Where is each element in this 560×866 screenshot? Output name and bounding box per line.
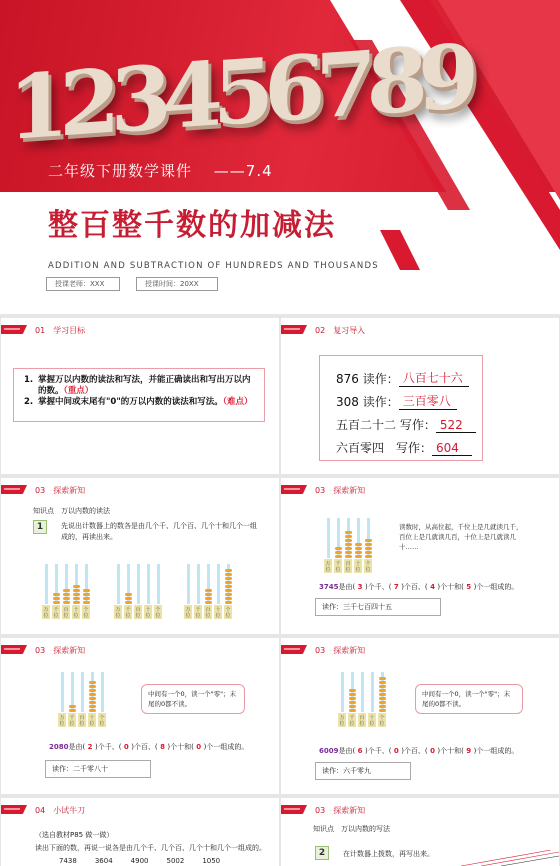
section-header: 03 探索新知 [35, 486, 86, 495]
slide-6009[interactable] [281, 638, 559, 794]
cover-slide[interactable] [0, 0, 560, 314]
place-value-label: 百位 [357, 712, 367, 728]
abacus-bead [89, 681, 96, 684]
practice-number: 3604 [94, 857, 113, 865]
section-header: 03 探索新知 [35, 646, 86, 655]
abacus-rod [341, 672, 344, 712]
place-value-label: 百位 [77, 712, 87, 728]
place-value-label: 百位 [61, 604, 71, 620]
abacus-bead [345, 551, 352, 554]
fill-answer: 5 [463, 583, 474, 591]
fill-answer: 8 [157, 743, 168, 751]
practice-numbers [59, 857, 220, 865]
abacus-bead [63, 597, 70, 600]
abacus-bead [379, 689, 386, 692]
place-value-label: 千位 [193, 604, 203, 620]
fill-answer: 2 [85, 743, 95, 751]
abacus-bead [345, 547, 352, 550]
abacus-bead [225, 597, 232, 600]
review-box [319, 355, 483, 461]
slide-writing-method[interactable] [281, 798, 559, 866]
place-value-label: 十位 [353, 558, 363, 574]
abacus-bead [349, 701, 356, 704]
fill-text: )个百、( [401, 747, 428, 755]
abacus-bead [365, 543, 372, 546]
slide-practice[interactable] [1, 798, 279, 866]
place-value-label: 千位 [347, 712, 357, 728]
slide-review[interactable] [281, 318, 559, 474]
abacus [337, 672, 387, 728]
place-value-label: 个位 [97, 712, 107, 728]
place-value-label: 百位 [133, 604, 143, 620]
place-value-label: 百位 [203, 604, 213, 620]
abacus-bead [63, 593, 70, 596]
place-value-label: 万位 [113, 604, 123, 620]
abacus [323, 518, 373, 574]
abacus-bead [379, 693, 386, 696]
abacus-bead [73, 589, 80, 592]
knowledge-point: 知识点 万以内数的写法 [313, 825, 390, 833]
abacus-rod [187, 564, 190, 604]
section-header: 03 探索新知 [315, 486, 366, 495]
goal-item: 2. 掌握中间或末尾有"0"的万以内数的读法和写法。（难点） [24, 397, 253, 407]
abacus-bead [365, 555, 372, 558]
exercise-badge: 1 [33, 520, 47, 534]
abacus-bead [225, 601, 232, 604]
section-tag [281, 325, 307, 334]
place-value-label: 个位 [363, 558, 373, 574]
reading-box: 读作：三千七百四十五 [315, 598, 441, 616]
place-value-label: 万位 [41, 604, 51, 620]
fill-text: )个百、( [401, 583, 428, 591]
abacus-bead [345, 531, 352, 534]
hint-bubble: 中间有一个0，读一个"零"；末尾的0都不读。 [415, 684, 523, 714]
place-value-label: 千位 [67, 712, 77, 728]
abacus-bead [53, 597, 60, 600]
abacus-bead [69, 709, 76, 712]
section-tag [1, 485, 27, 494]
place-value-label: 十位 [71, 604, 81, 620]
fill-text: 是由( [338, 583, 356, 591]
slide-3745[interactable] [281, 478, 559, 634]
abacus-bead [349, 709, 356, 712]
abacus-bead [365, 547, 372, 550]
practice-number: 5002 [166, 857, 185, 865]
place-value-label: 千位 [333, 558, 343, 574]
fill-answer: 0 [121, 743, 132, 751]
abacus-rod [137, 564, 140, 604]
composition-fill [319, 582, 518, 592]
abacus-bead [355, 547, 362, 550]
abacus-bead [345, 535, 352, 538]
place-value-label: 万位 [57, 712, 67, 728]
abacus-rod [45, 564, 48, 604]
fill-answer: 0 [193, 743, 204, 751]
abacus-rod [61, 672, 64, 712]
fill-answer: 0 [391, 747, 402, 755]
place-value-label: 十位 [143, 604, 153, 620]
composition-number: 2080 [49, 743, 69, 751]
abacus [183, 564, 233, 620]
section-tag [281, 805, 307, 814]
abacus-bead [365, 539, 372, 542]
place-value-label: 万位 [183, 604, 193, 620]
abacus-bead [63, 601, 70, 604]
tip-text: 读数时，从高位起，千位上是几就读几千，百位上是几就读几百，十位上是几就读几十…… [399, 522, 525, 552]
abacus-bead [53, 601, 60, 604]
abacus-bead [53, 593, 60, 596]
abacus-bead [225, 589, 232, 592]
abacus-bead [89, 705, 96, 708]
abacus-rod [81, 672, 84, 712]
fill-text: )个一组成的。 [473, 747, 519, 755]
abacus [41, 564, 91, 620]
abacus-bead [89, 697, 96, 700]
practice-prompt: 读出下面的数，再说一说各是由几个千、几个百、几个十和几个一组成的。 [35, 844, 266, 852]
composition-fill [319, 746, 518, 756]
fill-answer: 9 [463, 747, 474, 755]
abacus-bead [225, 593, 232, 596]
fill-text: )个一组成的。 [473, 583, 519, 591]
fill-text: 是由( [338, 747, 356, 755]
section-header: 02 复习导入 [315, 326, 366, 335]
abacus-bead [349, 705, 356, 708]
fill-text: )个十和( [167, 743, 194, 751]
abacus-bead [205, 601, 212, 604]
reading-box: 读作：二千零八十 [45, 760, 151, 778]
abacus-bead [73, 597, 80, 600]
abacus-bead [89, 709, 96, 712]
abacus-bead [205, 597, 212, 600]
reading-box: 读作：六千零九 [315, 762, 411, 780]
review-line: 五百二十二 写作： 522 [336, 410, 482, 433]
abacus-bead [89, 693, 96, 696]
abacus [57, 672, 107, 728]
teacher-box: 授课老师：XXX [46, 277, 120, 291]
place-value-label: 个位 [377, 712, 387, 728]
abacus-bead [379, 685, 386, 688]
composition-number: 3745 [319, 583, 339, 591]
practice-number: 4900 [130, 857, 149, 865]
place-value-labels [323, 558, 373, 574]
abacus-bead [335, 551, 342, 554]
abacus-rod [117, 564, 120, 604]
abacus-bead [73, 593, 80, 596]
abacus-rod [101, 672, 104, 712]
exercise-badge: 2 [315, 846, 329, 860]
abacus-bead [225, 569, 232, 572]
place-value-label: 万位 [337, 712, 347, 728]
abacus-bead [345, 539, 352, 542]
fill-text: 是由( [68, 743, 86, 751]
abacus-bead [355, 551, 362, 554]
fill-text: )个十和( [437, 583, 464, 591]
abacus-bead [379, 697, 386, 700]
section-tag [1, 325, 27, 334]
fill-text: )个百、( [131, 743, 158, 751]
slide-2080[interactable] [1, 638, 279, 794]
cover-english-title: ADDITION AND SUBTRACTION OF HUNDREDS AND THOUSANDS [48, 261, 379, 271]
abacus-bead [225, 577, 232, 580]
fill-text: )个千、( [94, 743, 122, 751]
abacus-bead [89, 689, 96, 692]
place-value-label: 十位 [87, 712, 97, 728]
abacus-bead [379, 709, 386, 712]
section-header: 01 学习目标 [35, 326, 86, 335]
place-value-label: 个位 [153, 604, 163, 620]
abacus-bead [355, 555, 362, 558]
section-tag [1, 805, 27, 814]
section-header: 03 探索新知 [315, 806, 366, 815]
abacus-bead [379, 701, 386, 704]
abacus [113, 564, 163, 620]
place-value-labels [57, 712, 107, 728]
review-line: 308 读作： 三百零八 [336, 387, 482, 410]
abacus-bead [335, 555, 342, 558]
abacus-bead [125, 593, 132, 596]
abacus-bead [83, 601, 90, 604]
abacus-bead [349, 693, 356, 696]
abacus-rod [157, 564, 160, 604]
fill-text: )个一组成的。 [203, 743, 249, 751]
abacus-bead [83, 589, 90, 592]
place-value-labels [337, 712, 387, 728]
slide-reading-method[interactable] [1, 478, 279, 634]
section-tag [1, 645, 27, 654]
place-value-labels [113, 604, 163, 620]
section-header: 04 小试牛刀 [35, 806, 86, 815]
abacus-bead [63, 589, 70, 592]
place-value-label: 百位 [343, 558, 353, 574]
abacus-bead [83, 593, 90, 596]
hint-bubble: 中间有一个0，读一个"零"；末尾的0都不读。 [141, 684, 245, 714]
place-value-label: 万位 [323, 558, 333, 574]
abacus-bead [379, 677, 386, 680]
abacus-rod [371, 672, 374, 712]
abacus-bead [73, 601, 80, 604]
place-value-label: 个位 [81, 604, 91, 620]
abacus-rods [337, 672, 387, 712]
abacus-bead [379, 681, 386, 684]
goals-box [13, 368, 265, 422]
practice-number: 7438 [59, 857, 77, 865]
cover-title: 整百整千数的加减法 [48, 208, 336, 243]
abacus-rods [113, 564, 163, 604]
place-value-label: 十位 [213, 604, 223, 620]
review-line: 876 读作： 八百七十六 [336, 364, 482, 387]
fill-answer: 3 [355, 583, 365, 591]
abacus-bead [335, 547, 342, 550]
abacus-rod [361, 672, 364, 712]
practice-number: 1050 [202, 857, 221, 865]
practice-source: （选自教材P85 做一做） [35, 831, 114, 839]
fill-answer: 4 [427, 583, 438, 591]
slide-learning-goals[interactable] [1, 318, 279, 474]
abacus-bead [125, 597, 132, 600]
knowledge-point: 知识点 万以内数的读法 [33, 507, 110, 515]
place-value-labels [183, 604, 233, 620]
abacus-rod [197, 564, 200, 604]
composition-fill [49, 742, 248, 752]
abacus-bead [379, 705, 386, 708]
abacus-rod [147, 564, 150, 604]
place-value-label: 千位 [51, 604, 61, 620]
fill-text: )个千、( [364, 583, 392, 591]
cover-digits: 123456789 [8, 23, 470, 161]
section-tag [281, 485, 307, 494]
review-line: 六百零四 写作： 604 [336, 433, 482, 456]
abacus-bead [89, 685, 96, 688]
place-value-label: 个位 [223, 604, 233, 620]
place-value-label: 千位 [123, 604, 133, 620]
abacus-bead [355, 543, 362, 546]
abacus-bead [345, 555, 352, 558]
fill-text: )个千、( [364, 747, 392, 755]
abacus-bead [225, 573, 232, 576]
abacus-bead [205, 593, 212, 596]
abacus-bead [89, 701, 96, 704]
abacus-bead [349, 689, 356, 692]
decorative-stripes [461, 850, 559, 866]
composition-number: 6009 [319, 747, 339, 755]
fill-text: )个十和( [437, 747, 464, 755]
abacus-rods [41, 564, 91, 604]
exercise-prompt: 在计数器上拨数，再写出来。 [343, 850, 434, 858]
abacus-bead [125, 601, 132, 604]
abacus-rod [217, 564, 220, 604]
abacus-bead [69, 705, 76, 708]
cover-subtitle: 二年级下册数学课件 ——7.4 [48, 162, 273, 180]
abacus-rods [57, 672, 107, 712]
abacus-bead [205, 589, 212, 592]
fill-answer: 6 [355, 747, 365, 755]
abacus-bead [345, 543, 352, 546]
abacus-bead [349, 697, 356, 700]
fill-answer: 0 [427, 747, 438, 755]
abacus-rods [183, 564, 233, 604]
abacus-rod [327, 518, 330, 558]
place-value-labels [41, 604, 91, 620]
abacus-bead [365, 551, 372, 554]
abacus-bead [73, 585, 80, 588]
section-tag [281, 645, 307, 654]
exercise-prompt: 先说出计数器上的数各是由几个千、几个百、几个十和几个一组成的，再读出来。 [61, 522, 257, 541]
time-box: 授课时间：20XX [136, 277, 218, 291]
fill-answer: 7 [391, 583, 402, 591]
goal-item: 1. 掌握万以内数的读法和写法，并能正确读出和写出万以内的数。（重点） [24, 375, 251, 396]
section-header: 03 探索新知 [315, 646, 366, 655]
abacus-bead [225, 585, 232, 588]
place-value-label: 十位 [367, 712, 377, 728]
abacus-bead [225, 581, 232, 584]
abacus-bead [83, 597, 90, 600]
abacus-rods [323, 518, 373, 558]
